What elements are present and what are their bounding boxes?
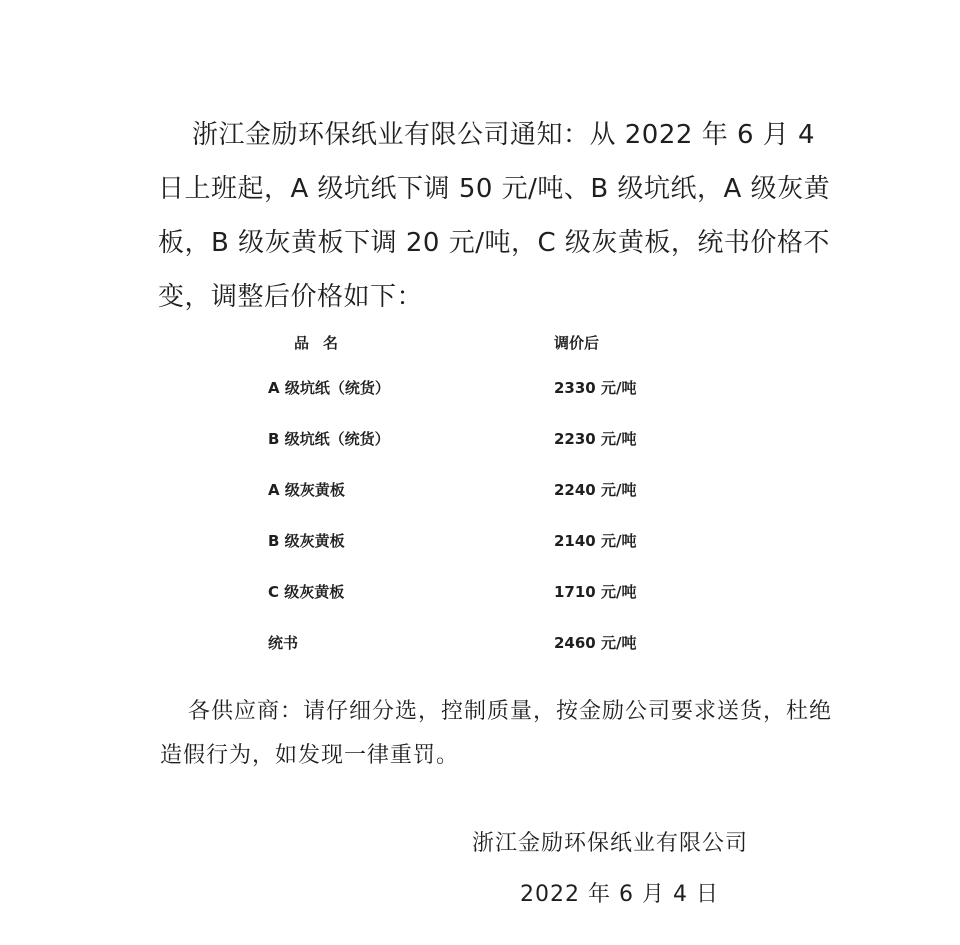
table-row [268, 413, 668, 464]
product-price: 2230 元/吨 [554, 430, 637, 448]
product-name: B 级坑纸（统货） [268, 430, 390, 448]
product-price: 2460 元/吨 [554, 634, 637, 652]
table-row [268, 617, 668, 668]
closing-text: 各供应商：请仔细分选，控制质量，按金励公司要求送货，杜绝造假行为，如发现一律重罚。 [160, 699, 833, 768]
signature-company: 浙江金励环保纸业有限公司 [472, 831, 749, 856]
notice-paragraph [158, 108, 848, 324]
product-name: A 级灰黄板 [268, 481, 345, 499]
product-price: 2240 元/吨 [554, 481, 637, 499]
product-price: 2330 元/吨 [554, 379, 637, 397]
header-product-name: 品名 [294, 334, 353, 352]
product-price: 1710 元/吨 [554, 583, 637, 601]
table-row [268, 566, 668, 617]
price-table-header [268, 332, 668, 362]
product-name: A 级坑纸（统货） [268, 379, 390, 397]
product-name: 统书 [268, 634, 299, 652]
product-name: C 级灰黄板 [268, 583, 345, 601]
table-row [268, 515, 668, 566]
closing-paragraph [160, 690, 840, 778]
table-row [268, 464, 668, 515]
product-name: B 级灰黄板 [268, 532, 345, 550]
signature-date: 2022 年 6 月 4 日 [520, 882, 719, 907]
notice-text: 浙江金励环保纸业有限公司通知：从 2022 年 6 月 4 日上班起，A 级坑纸下调 50 元/吨、B 级坑纸，A 级灰黄板，B 级灰黄板下调 20 元/吨，C 级灰黄板，统书价格不变，调整后价格如下： [158, 120, 831, 312]
header-adjusted-price: 调价后 [554, 334, 600, 352]
product-price: 2140 元/吨 [554, 532, 637, 550]
price-table [268, 332, 668, 668]
table-row [268, 362, 668, 413]
